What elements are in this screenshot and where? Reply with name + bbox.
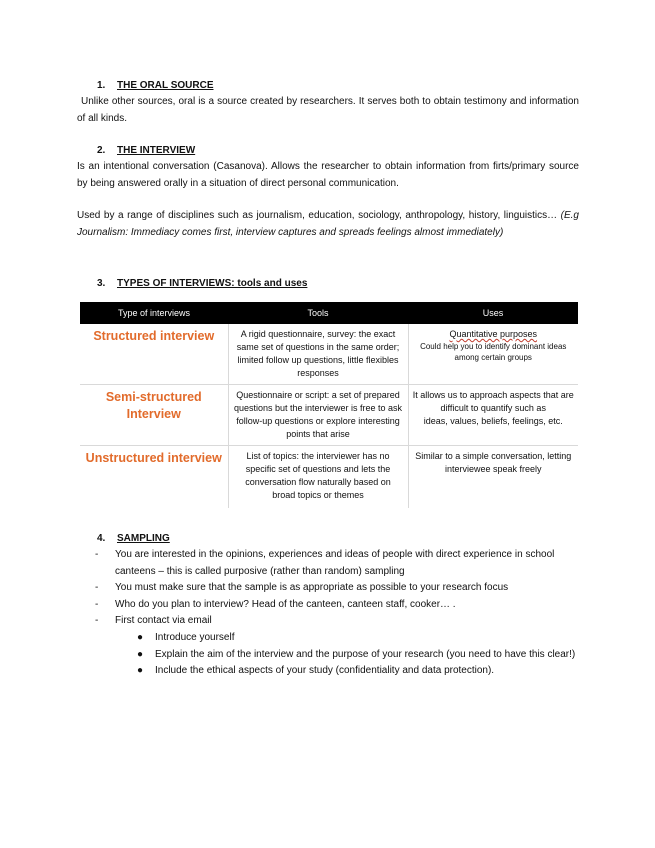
bullet-icon: ● bbox=[137, 648, 144, 660]
interview-types-table bbox=[80, 302, 578, 508]
type-cell: Unstructured interview bbox=[80, 446, 228, 508]
bullet-icon: ● bbox=[137, 665, 144, 676]
list-item: - You must make sure that the sample is as appropriate as possible to your research focus bbox=[95, 582, 509, 593]
type-cell: Structured interview bbox=[80, 324, 228, 385]
list-item: ● Explain the aim of the interview and the purpose of your research (you need to have this clear!) bbox=[135, 647, 580, 664]
table-row bbox=[80, 446, 578, 508]
header-tools: Tools bbox=[228, 302, 408, 324]
section-title-interview: 2. THE INTERVIEW bbox=[97, 145, 196, 156]
journalism-example: (E.g Journalism: Immediacy comes first, interview captures and spreads feelings almost immediately) bbox=[77, 210, 579, 238]
first-contact-sublist bbox=[135, 630, 580, 680]
uses-main: It allows us to approach aspects that are difficult to quantify such as bbox=[412, 390, 574, 413]
table-row bbox=[80, 324, 578, 385]
tools-cell: List of topics: the interviewer has no specific set of questions and lets the conversation flow naturally based on broad topics or themes bbox=[228, 446, 408, 508]
header-uses: Uses bbox=[408, 302, 578, 324]
list-item: ● Include the ethical aspects of your study (confidentiality and data protection). bbox=[135, 663, 580, 680]
section-title-oral-source: 1. THE ORAL SOURCE bbox=[97, 80, 214, 91]
list-item: - First contact via email bbox=[95, 615, 212, 626]
uses-main: Similar to a simple conversation, letting interviewee speak freely bbox=[415, 451, 572, 474]
uses-cell bbox=[408, 385, 578, 446]
tools-cell: Questionnaire or script: a set of prepared questions but the interviewer is free to ask follow-up questions or explore interesting points that arise bbox=[228, 385, 408, 446]
table-row bbox=[80, 385, 578, 446]
type-cell: Semi-structured Interview bbox=[80, 385, 228, 446]
interview-disciplines-paragraph: Used by a range of disciplines such as journalism, education, sociology, anthropology, history, linguistics… (E.g Journalism: Immediacy comes first, interview captures and spreads feelings almost immediately) bbox=[77, 210, 579, 238]
list-item: - You are interested in the opinions, experiences and ideas of people with direct experience in school canteens – this is called purposive (rather than random) sampling bbox=[95, 549, 555, 577]
tools-cell: A rigid questionnaire, survey: the exact same set of questions in the same order; limited follow up questions, little flexibles responses bbox=[228, 324, 408, 385]
bullet-icon: ● bbox=[137, 632, 144, 643]
section-title-types: 3. TYPES OF INTERVIEWS: tools and uses bbox=[97, 278, 308, 289]
section-title-sampling: 4. SAMPLING bbox=[97, 533, 170, 544]
uses-main: Quantitative purposes bbox=[449, 329, 538, 339]
list-item: - Who do you plan to interview? Head of the canteen, canteen staff, cooker… . bbox=[95, 598, 456, 610]
oral-source-paragraph: Unlike other sources, oral is a source created by researchers. It serves both to obtain testimony and information of all kinds. bbox=[77, 96, 579, 124]
uses-cell bbox=[408, 324, 578, 385]
sampling-list bbox=[95, 547, 580, 630]
table-header-row bbox=[80, 302, 578, 324]
interview-paragraph: Is an intentional conversation (Casanova). Allows the researcher to obtain information from firts/primary source by being answered orally in a situation of direct personal communication. bbox=[77, 161, 579, 189]
uses-cell bbox=[408, 446, 578, 508]
uses-sub: ideas, values, beliefs, feelings, etc. bbox=[423, 416, 563, 426]
list-item: ● Introduce yourself bbox=[135, 630, 580, 647]
uses-sub: Could help you to identify dominant ideas among certain groups bbox=[420, 342, 567, 362]
header-type: Type of interviews bbox=[80, 302, 228, 324]
